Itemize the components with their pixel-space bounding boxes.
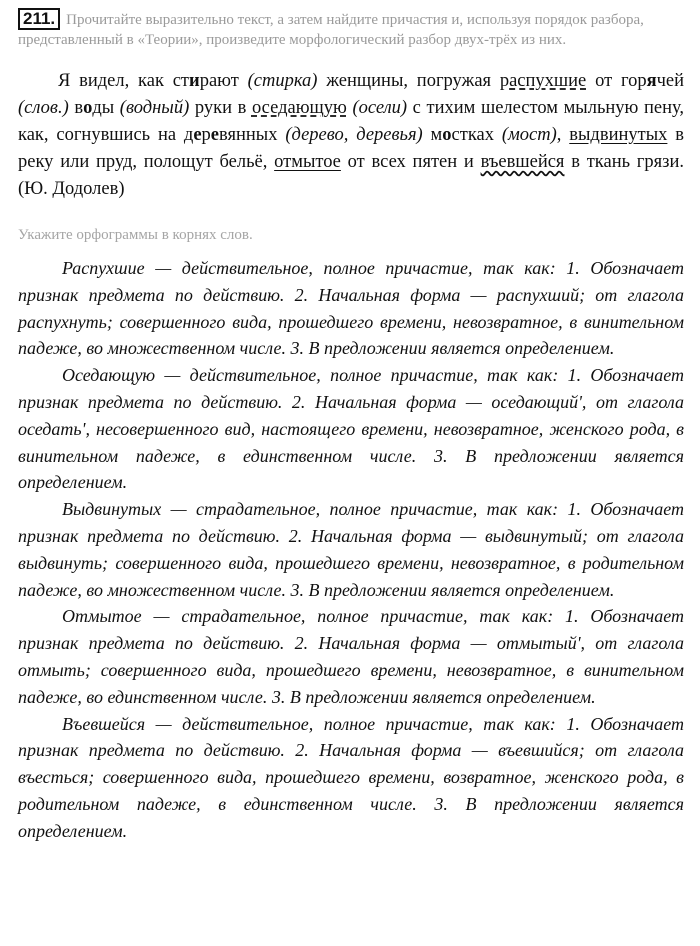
text-segment: ды <box>92 98 120 118</box>
text-segment: чей <box>656 71 685 91</box>
text-segment: в <box>68 98 84 118</box>
text-segment: от всех пятен и <box>340 152 481 172</box>
highlighted-letter: о <box>83 98 93 118</box>
highlighted-letter: о <box>442 125 452 145</box>
task-instruction: Прочитайте выразительно текст, а затем найдите причастия и, используя порядок разбора, представленный в «Теории», произведите морфологический разбор двух-трёх из них. <box>18 12 644 48</box>
answer-paragraph: Въевшейся — действительное, полное причастие, так как: 1. Обозначает признак предмета по действию. 2. Начальная форма — въевшийся; от глагола въесться; совершенного вида, прошедшего времени, возвратное, женского рода, в родительном падеже, в единственном числе. 3. В предложении является определением. <box>18 713 684 841</box>
text-segment: р <box>201 125 211 145</box>
participle-word: распухшие <box>499 71 587 91</box>
hint-word: (стирка) <box>247 71 318 91</box>
participle-word: выдвинутых <box>569 125 668 145</box>
hint-word: (водный) <box>119 98 190 118</box>
highlighted-letter: я <box>646 71 657 91</box>
text-segment: в реку или пруд, полощут бельё, <box>18 125 684 172</box>
text-segment: стках <box>451 125 502 145</box>
text-segment: в ткань грязи. (Ю. Додолев) <box>18 152 684 199</box>
participle-word: отмытое <box>274 152 341 172</box>
participle-word: въевшейся <box>480 152 565 172</box>
highlighted-letter: е <box>210 125 219 145</box>
task-header <box>18 8 684 50</box>
text-segment: м <box>422 125 443 145</box>
text-segment: от гор <box>586 71 647 91</box>
text-segment: вянных <box>219 125 286 145</box>
hint-word: (мост) <box>501 125 557 145</box>
answer-paragraph: Отмытое — страдательное, полное причастие, так как: 1. Обозначает признак предмета по действию. 2. Начальная форма — отмытый', от глагола отмыть; совершенного вида, прошедшего времени, невозвратное, в винительном падеже, во единственном числе. 3. В предложении является определением. <box>18 606 684 707</box>
text-segment: с тихим шелестом мыльную пену, как, согнувшись на д <box>18 98 684 145</box>
text-segment: рают <box>199 71 248 91</box>
answers-block <box>18 255 684 845</box>
answer-paragraph: Оседающую — действительное, полное причастие, так как: 1. Обозначает признак предмета по действию. 2. Начальная форма — оседающий', от глагола оседать', несовершенного вид, настоящего времени, невозвратное, женского рода, в винительном падеже, в единственном числе. 3. В предложении является определением. <box>18 365 684 493</box>
text-segment: женщины, погружая <box>317 71 500 91</box>
text-segment: Я видел, как ст <box>58 71 190 91</box>
spelling-instruction: Укажите орфограммы в корнях слов. <box>18 227 253 243</box>
hint-word: (осели) <box>352 98 408 118</box>
hint-word: (дерево, деревья) <box>285 125 423 145</box>
task-number: 211. <box>18 8 60 30</box>
text-segment: руки в <box>189 98 252 118</box>
answer-paragraph: Выдвинутых — страдательное, полное причастие, так как: 1. Обозначает признак предмета по действию. 2. Начальная форма — выдвинутый; от глагола выдвинуть; совершенного вида, прошедшего времени, невозвратное, в родительном падеже, во множественном числе. 3. В предложении является определением. <box>18 499 684 600</box>
participle-word: оседающую <box>251 98 347 118</box>
exercise-page <box>18 8 684 845</box>
text-segment: , <box>556 125 570 145</box>
answer-paragraph: Распухшие — действительное, полное причастие, так как: 1. Обозначает признак предмета по действию. 2. Начальная форма — распухший; от глагола распухнуть; совершенного вида, прошедшего времени, невозвратное, в винительном падеже, во множественном числе. 3. В предложении является определением. <box>18 258 684 359</box>
highlighted-letter: и <box>189 71 200 91</box>
hint-word: (слов.) <box>18 98 69 118</box>
highlighted-letter: е <box>193 125 202 145</box>
exercise-text <box>18 68 684 203</box>
